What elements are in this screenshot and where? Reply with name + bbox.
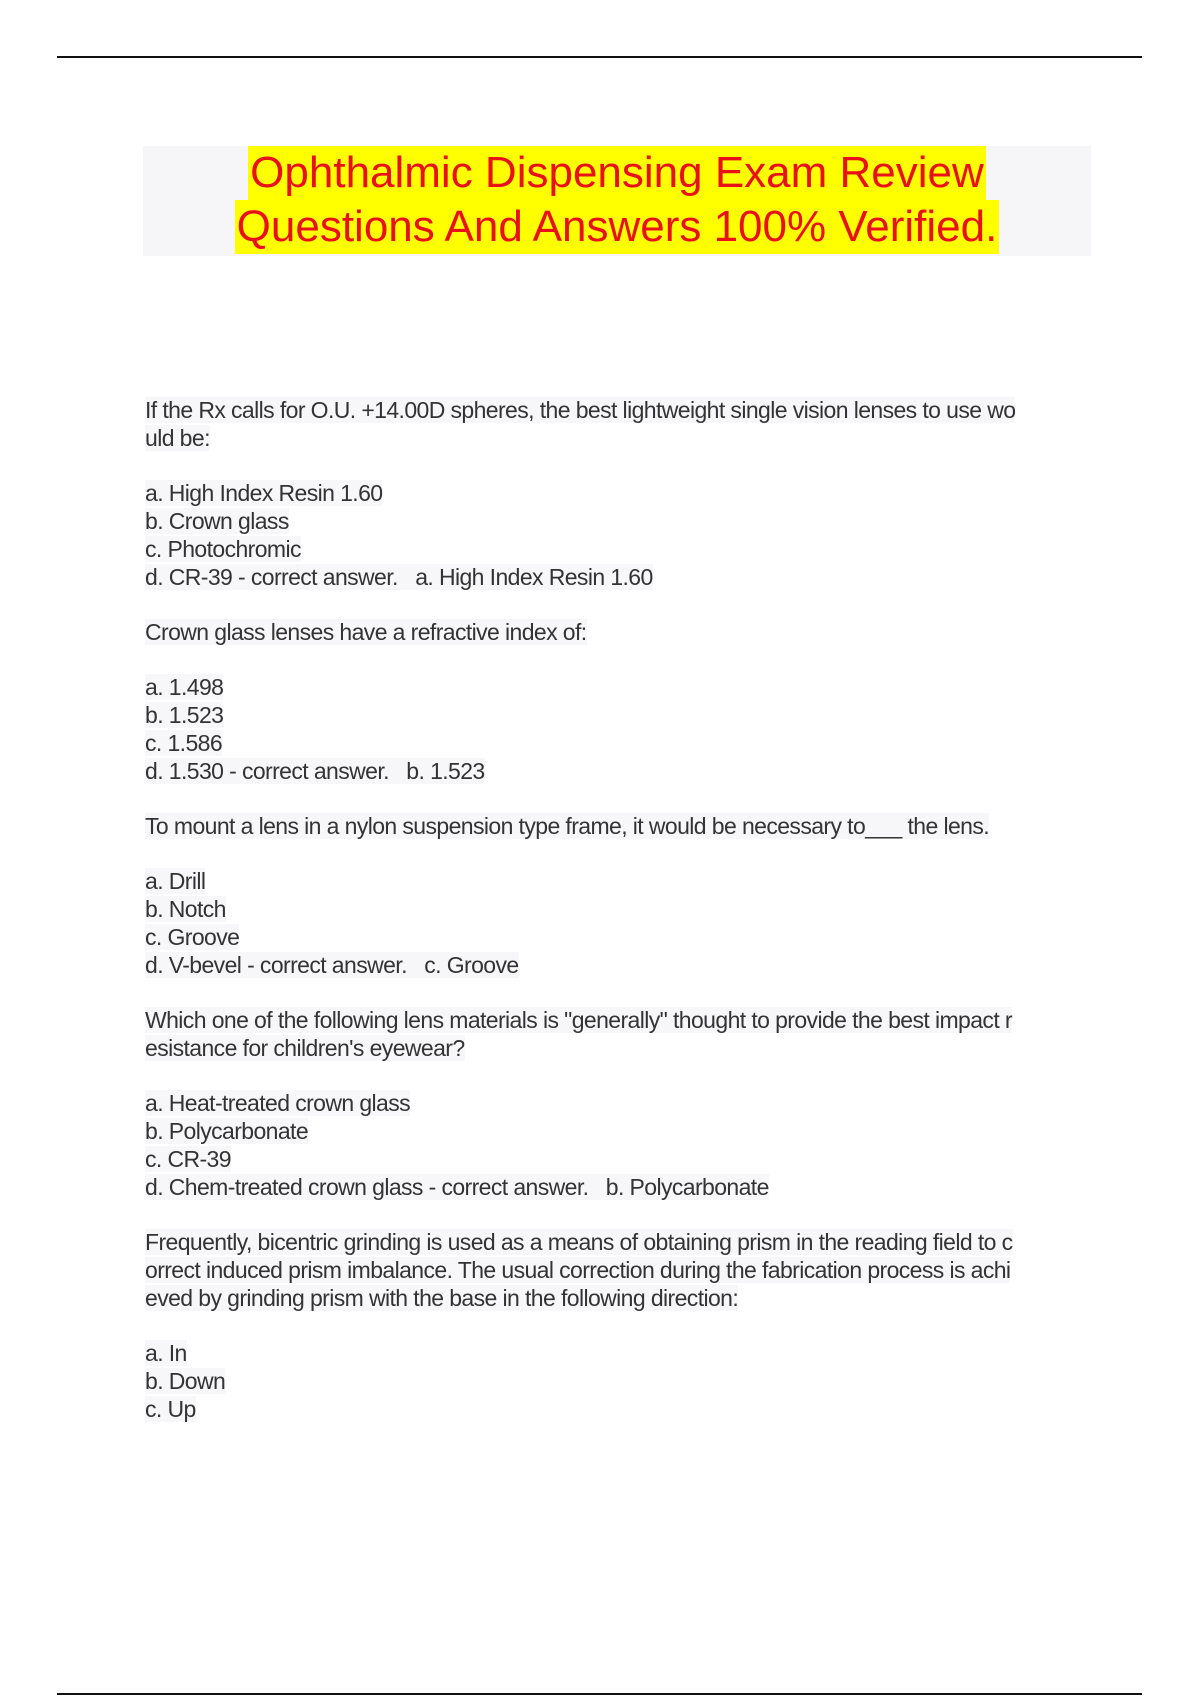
- question-text: [145, 396, 1085, 452]
- question-text: [145, 1006, 1085, 1062]
- question-block-3: [145, 812, 1085, 979]
- option-d: d. CR-39 - correct answer.: [145, 564, 398, 590]
- option-list: [145, 479, 1085, 591]
- option-d: d. 1.530 - correct answer.: [145, 758, 389, 784]
- option-d: d. Chem-treated crown glass - correct answer.: [145, 1174, 589, 1200]
- question-text: [145, 812, 1085, 840]
- option-c: c. Up: [145, 1396, 196, 1422]
- option-d-with-answer: [145, 563, 1085, 591]
- option-a: a. Drill: [145, 868, 206, 894]
- option-a: a. In: [145, 1340, 187, 1366]
- correct-answer: c. Groove: [424, 952, 519, 978]
- question-line: To mount a lens in a nylon suspension type frame, it would be necessary to___ the lens.: [145, 813, 990, 839]
- option-b: b. Down: [145, 1368, 226, 1394]
- option-b: b. Crown glass: [145, 508, 289, 534]
- title-line-2: Questions And Answers 100% Verified.: [235, 200, 1000, 254]
- option-c: c. CR-39: [145, 1146, 231, 1172]
- option-d: d. V-bevel - correct answer.: [145, 952, 407, 978]
- question-block-1: [145, 396, 1085, 591]
- bottom-rule: [57, 1693, 1142, 1695]
- option-b: b. Polycarbonate: [145, 1118, 309, 1144]
- question-list: [145, 396, 1085, 1450]
- option-b: b. Notch: [145, 896, 226, 922]
- option-a: a. High Index Resin 1.60: [145, 480, 383, 506]
- question-line: uld be:: [145, 425, 210, 451]
- question-line: Crown glass lenses have a refractive index of:: [145, 619, 587, 645]
- option-list: [145, 867, 1085, 979]
- question-block-4: [145, 1006, 1085, 1201]
- question-line: eved by grinding prism with the base in the following direction:: [145, 1285, 739, 1311]
- question-line: If the Rx calls for O.U. +14.00D spheres, the best lightweight single vision lenses to use wo: [145, 397, 1016, 423]
- option-list: [145, 1089, 1085, 1201]
- option-list: [145, 1339, 1085, 1423]
- title-line-1: Ophthalmic Dispensing Exam Review: [248, 146, 986, 200]
- correct-answer: b. 1.523: [406, 758, 485, 784]
- document-title: [143, 146, 1091, 256]
- option-c: c. Groove: [145, 924, 240, 950]
- question-text: [145, 618, 1085, 646]
- option-a: a. Heat-treated crown glass: [145, 1090, 411, 1116]
- option-d-with-answer: [145, 951, 1085, 979]
- question-line: Which one of the following lens materials is "generally" thought to provide the best impact r: [145, 1007, 1012, 1033]
- question-line: Frequently, bicentric grinding is used as a means of obtaining prism in the reading field to c: [145, 1229, 1013, 1255]
- option-d-with-answer: [145, 1173, 1085, 1201]
- question-text: [145, 1228, 1085, 1312]
- question-line: esistance for children's eyewear?: [145, 1035, 465, 1061]
- option-c: c. 1.586: [145, 730, 223, 756]
- option-list: [145, 673, 1085, 785]
- question-line: orrect induced prism imbalance. The usual correction during the fabrication process is achi: [145, 1257, 1011, 1283]
- correct-answer: a. High Index Resin 1.60: [415, 564, 653, 590]
- option-b: b. 1.523: [145, 702, 224, 728]
- option-d-with-answer: [145, 757, 1085, 785]
- correct-answer: b. Polycarbonate: [605, 1174, 769, 1200]
- top-rule: [57, 56, 1142, 58]
- option-c: c. Photochromic: [145, 536, 301, 562]
- question-block-2: [145, 618, 1085, 785]
- question-block-5: [145, 1228, 1085, 1423]
- option-a: a. 1.498: [145, 674, 224, 700]
